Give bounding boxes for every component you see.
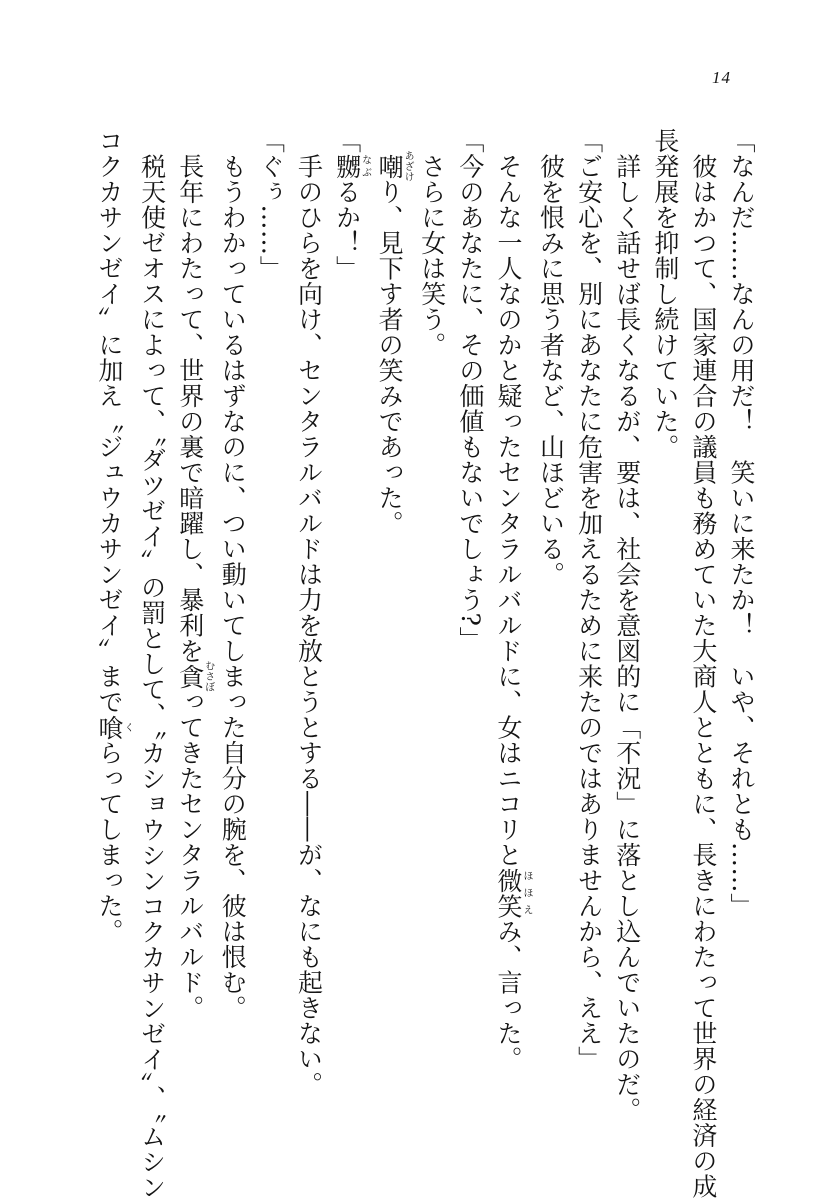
text-line [684, 128, 722, 1199]
text-segment: もうわかっているはずなのに、つい動いてしまった自分の腕を、彼は恨む。 [218, 128, 248, 1021]
ruby-reading: あざけ [402, 150, 414, 182]
text-segment: 「今のあなたに、その価値もないでしょう?」 [455, 128, 485, 652]
ruby-base: 貪 [175, 660, 205, 692]
text-line [213, 128, 251, 1128]
text-segment: コクカサンゼイ〟に加え〝ジュウカサンゼイ〟まで [95, 128, 124, 715]
text-line [289, 128, 327, 1128]
ruby-annotation [95, 714, 133, 741]
text-segment: 「なんだ……なんの用だ！ 笑いに来たか！ いや、それとも……」 [727, 128, 756, 919]
ruby-reading: むさぼ [202, 660, 214, 692]
text-line [489, 128, 532, 1128]
ruby-annotation [175, 660, 214, 692]
ruby-base: 喰 [95, 714, 124, 740]
text-line [608, 128, 646, 1128]
text-segment: るか！」 [332, 179, 362, 281]
text-segment: 長年にわたって、世界の裏で暗躍し、暴利を [175, 128, 205, 664]
text-segment: り、見下す者の笑みであった。 [375, 179, 405, 536]
text-line [570, 128, 608, 1128]
ruby-reading: く [122, 714, 133, 740]
text-line [370, 128, 413, 1128]
text-segment: 詳しく話せば長くなるが、要は、社会を意図的に「不況」に落とし込んでいたのだ。 [612, 128, 642, 1123]
text-line [531, 128, 569, 1128]
text-line [413, 128, 451, 1128]
text-segment: 手のひらを向け、センタラルバルドは力を放とうとする――が、なにも起きない。 [294, 128, 324, 1097]
text-line [90, 128, 133, 1128]
ruby-reading: なぶ [359, 153, 371, 179]
text-segment: み、言った。 [493, 918, 523, 1072]
text-line [327, 128, 370, 1128]
ruby-annotation [375, 150, 414, 182]
text-segment: 「ご安心を、別にあなたに危害を加えるために来たのではありませんから、ええ」 [574, 128, 604, 1072]
body-text [90, 128, 760, 1200]
text-segment: ってきたセンタラルバルド。 [175, 689, 205, 1021]
text-segment: 「ぐぅ……」 [256, 128, 286, 281]
text-line [133, 128, 171, 1200]
text-segment: 彼を恨みに思う者など、山ほどいる。 [536, 128, 566, 587]
text-segment: 彼はかつて、国家連合の議員も務めていた大商人とともに、長きにわたって世界の経済の成 [688, 128, 718, 1199]
ruby-base: 微笑 [493, 867, 523, 919]
text-line [451, 128, 489, 1128]
text-line [646, 128, 684, 1128]
ruby-annotation [332, 153, 371, 180]
ruby-base: 嘲 [375, 150, 405, 182]
text-segment: 「 [332, 128, 362, 154]
text-line [722, 128, 760, 1128]
ruby-annotation [493, 867, 532, 919]
ruby-reading: ほほえ [520, 867, 532, 919]
ruby-base: 嬲 [332, 153, 362, 179]
text-segment: 税天使ゼオスによって、〝ダツゼイ〟の罰として、〝カショウシンコクカサンゼイ〟、〝ムシン [137, 128, 167, 1200]
text-segment: 長発展を抑制し続けていた。 [650, 128, 680, 460]
text-segment: さらに女は笑う。 [417, 128, 447, 358]
text-line [251, 128, 289, 1128]
text-segment: そんな一人なのかと疑ったセンタラルバルドに、女はニコリと [493, 128, 523, 868]
text-line [171, 128, 214, 1128]
page-number: 14 [712, 68, 731, 87]
text-segment: らってしまった。 [95, 740, 124, 944]
